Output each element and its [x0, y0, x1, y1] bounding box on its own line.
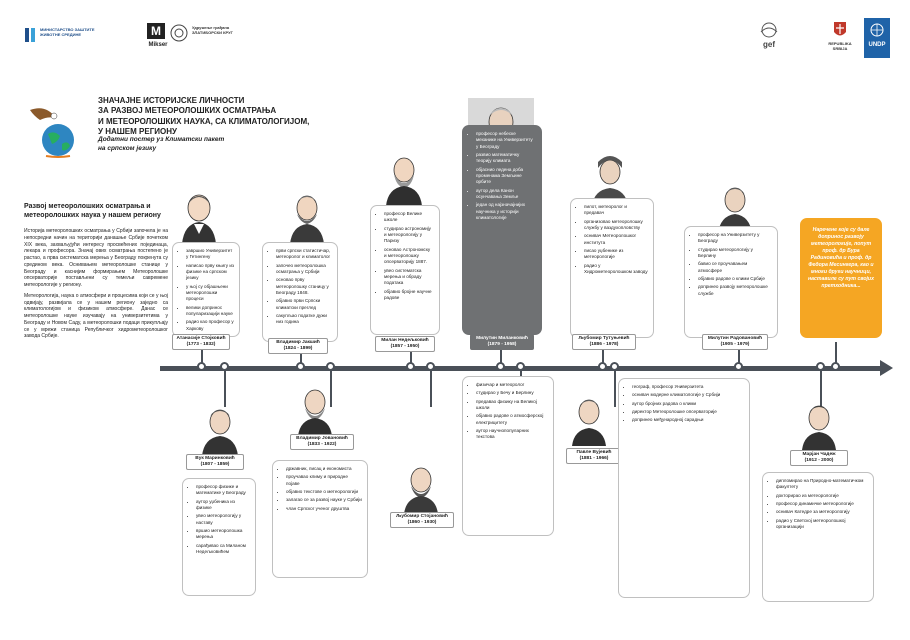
name-label-radovanovic	[702, 334, 768, 350]
ministry-logo-icon	[24, 26, 38, 44]
fact-item: • радио у Светској метеоролошкој организацији	[776, 518, 868, 531]
name-label-tutunjevic	[572, 334, 636, 350]
timeline-connector	[614, 371, 616, 407]
fact-item: • географ, професор Универзитета	[632, 384, 744, 390]
fact-item: • студирао астрономију и метеорологију у Паризу	[384, 226, 434, 245]
portrait-stojanovic	[398, 460, 444, 514]
scientist-years: (1881 - 1966)	[579, 456, 609, 462]
orange-note-text: Наречене које су дале допринос развоју метеорологије, попут проф. др Бура Радиновића и проф. др Федора Месингера, као и многи други научници, наставиле су пут својих претходника...	[808, 227, 874, 290]
fact-item: • допринео развоју метеоролошке службе	[698, 284, 772, 297]
undp-logo	[864, 18, 890, 58]
fact-item: • увео метеорологију у наставу	[196, 513, 250, 526]
timeline-dot	[610, 362, 619, 371]
timeline-connector	[224, 371, 226, 407]
scientist-name: Милан Недељковић	[381, 338, 429, 343]
fact-item: • основао Астрономску и метеоролошку опсерваторију 1887.	[384, 247, 434, 266]
scientist-name: Павле Вујевић	[576, 450, 612, 455]
scientist-years: (1912 - 2000)	[804, 458, 834, 464]
fact-item: • професор динамичке метеорологије	[776, 501, 868, 507]
scientist-name: Вук Маринковић	[195, 456, 235, 461]
serbian-coat-of-arms-icon	[832, 20, 848, 40]
info-card-tutunjevic	[570, 198, 654, 338]
fact-item: • члан Српског ученог друштва	[286, 506, 362, 512]
timeline-dot	[406, 362, 415, 371]
fact-item: • велики допринос популаризацији науке	[186, 305, 234, 318]
orange-note-card	[800, 218, 882, 338]
fact-item: • дипломирао на Природно-математичком факултету	[776, 478, 868, 491]
scientist-name: Љубомир Стојановић	[396, 514, 448, 519]
poster-title	[98, 96, 318, 138]
intro-heading: Развој метеоролошких осматрања и метеоролошких наука у нашем региону	[24, 203, 161, 220]
gef-logo-text: gef	[763, 40, 775, 49]
timeline-dot	[816, 362, 825, 371]
timeline-dot	[496, 362, 505, 371]
globe-mascot-illustration	[18, 100, 84, 160]
scientist-years: (1773 - 1832)	[186, 342, 216, 348]
info-card-jaksic	[262, 242, 338, 342]
info-card-marinkovic	[182, 478, 256, 596]
fact-item: • вршио метеоролошка мерења	[196, 528, 250, 541]
un-emblem-icon	[869, 22, 885, 38]
fact-item: • основао прву метеоролошку станицу у Београду 1848.	[276, 277, 332, 296]
fact-item: • пилот, метеоролог и предавач	[584, 204, 648, 217]
portrait-jaksic	[284, 188, 330, 244]
name-label-jovanovic	[290, 434, 354, 450]
scientist-name: Владимир Јакшић	[276, 340, 320, 345]
fact-item: • објавио радове о клими Србије	[698, 276, 772, 282]
scientist-years: (1857 - 1950)	[390, 344, 420, 350]
scientist-name: Милутин Радовановић	[707, 336, 763, 341]
fact-item: • развио математичку теорију климата	[476, 152, 536, 165]
info-card-vujevic	[618, 378, 750, 598]
timeline-dot	[220, 362, 229, 371]
scientist-years: (1807 - 1859)	[200, 462, 230, 468]
portrait-cadez	[796, 400, 842, 450]
fact-item: • аутор уџбеника из физике	[196, 499, 250, 512]
fact-item: • радио у Хидрометеоролошком заводу	[584, 263, 648, 276]
fact-item: • професор на Универзитету у Београду	[698, 232, 772, 245]
fact-item: • проучавао климу и природне појаве	[286, 474, 362, 487]
mikser-logo-text: Mikser	[148, 42, 168, 48]
timeline-dot	[326, 362, 335, 371]
name-label-nedeljkovic	[375, 336, 435, 352]
fact-item: • организовао метеоролошку службу у ваздухопловству	[584, 219, 648, 232]
title-line: У НАШЕМ РЕГИОНУ	[98, 127, 177, 137]
info-card-stojanovic	[462, 376, 554, 536]
timeline-dot	[598, 362, 607, 371]
timeline-arrow-icon	[880, 360, 893, 376]
timeline-dot	[516, 362, 525, 371]
scientist-name: Марјан Чадеж	[802, 452, 836, 457]
fact-item: • аутор научнопопуларних текстова	[476, 428, 548, 441]
fact-item: • започео метеоролошка осматрања у Србији	[276, 263, 332, 276]
fact-item: • аутор дела Канон осунчавања Земље	[476, 188, 536, 201]
scientist-years: (1905 - 1979)	[720, 342, 750, 348]
name-label-marinkovic	[186, 454, 244, 470]
subtitle-line: Додатни постер уз Климатски пакет	[98, 136, 225, 143]
fact-item: • у њој су објашњени метеоролошки процеси	[186, 284, 234, 303]
fact-item: • докторирао из метеорологије	[776, 493, 868, 499]
scientist-name: Љубомир Тутуњевић	[578, 336, 630, 341]
intro-section	[24, 202, 168, 344]
fact-item: • професор Велике школе	[384, 211, 434, 224]
intro-paragraph: Историја метеоролошких осматрања у Србији започела је на непосредни начин на територији данашње Србије почетком XIX века, захваљујући интересу просвећених појединаца, лекара и професора. Значај ових осматрања постепено је растао, а прва систематска мерења у Београду покренута су средином века. Оснивањем метеоролошке станице у Београду и каснијим формирањем Метеоролошке опсерваторије постављени су темељи савремене метеорологије у региону.	[24, 228, 168, 289]
scientist-years: (1886 - 1978)	[589, 342, 619, 348]
timeline-connector	[430, 371, 432, 407]
info-card-jovanovic	[272, 460, 368, 578]
timeline-dot	[831, 362, 840, 371]
fact-item: • државник, писац и економиста	[286, 466, 362, 472]
fact-item: • први српски статистичар, метеоролог и климатолог	[276, 248, 332, 261]
scientist-years: (1833 - 1922)	[307, 442, 337, 448]
gef-logo	[754, 20, 784, 50]
fact-item: • аутор бројних радова о клими	[632, 401, 744, 407]
fact-item: • професор небеске механике на Универзитету у Београду	[476, 131, 536, 150]
fact-item: • објавио први Српски климатски преглед	[276, 298, 332, 311]
info-card-milankovic	[462, 125, 542, 335]
name-label-vujevic	[566, 448, 622, 464]
fact-item: • залагао се за развој науке у Србији	[286, 497, 362, 503]
fact-item: • бавио се проучавањем атмосфере	[698, 261, 772, 274]
scientist-name: Владимир Јовановић	[296, 436, 348, 441]
svg-text:M: M	[151, 24, 161, 38]
undp-logo-text: UNDP	[868, 42, 886, 48]
info-card-cadez	[762, 472, 874, 602]
info-card-nedeljkovic	[370, 205, 440, 335]
gef-logo-icon	[758, 20, 780, 40]
name-label-jaksic	[268, 338, 328, 354]
fact-item: • писао уџбенике из метеорологије	[584, 248, 648, 261]
mikser-logo-icon	[146, 22, 166, 40]
fact-item: • објавио текстове о метеорологији	[286, 489, 362, 495]
intro-paragraph: Метеорологија, наука о атмосфери и процесима који се у њој одвијају, развијала се у нашем региону заједно са климатологијом и физиком атмосфере. Данас се метеоролошке науке изучавају на универзитетима у Београду и Новом Саду, а метеоролошки подаци прикупљају се у мрежи станица Републичког хидрометеоролошког завода Србије.	[24, 292, 168, 340]
timeline-dot	[197, 362, 206, 371]
zlatiborski-krug-logo	[170, 24, 260, 44]
fact-item: • студирао метеорологију у Берлину	[698, 247, 772, 260]
fact-item: • завршио Универзитет у Гетингену	[186, 248, 234, 261]
republic-serbia-logo-text: REPUBLIKA SRBIJA	[828, 41, 852, 51]
title-line: ЗА РАЗВОЈ МЕТЕОРОЛОШКИХ ОСМАТРАЊА	[98, 106, 277, 116]
scientist-years: (1824 - 1899)	[283, 346, 313, 352]
republic-serbia-logo	[822, 20, 858, 58]
timeline-dot	[426, 362, 435, 371]
fact-item: • написао прву књигу из физике на српском језику	[186, 263, 234, 282]
name-label-milankovic	[470, 334, 534, 350]
fact-item: • директор Метеоролошке опсерваторије	[632, 409, 744, 415]
fact-item: • један од најзначајнијих научника у историји климатологије	[476, 202, 536, 221]
fact-item: • објавио бројне научне радове	[384, 289, 434, 302]
fact-item: • оснивач модерне климатологије у Србији	[632, 392, 744, 398]
name-label-cadez	[790, 450, 848, 466]
fact-item: • сакупљао податке дужи низ година	[276, 313, 332, 326]
fact-item: • оснивач Катедре за метеорологију	[776, 509, 868, 515]
fact-item: • предавао физику на Великој школи	[476, 399, 548, 412]
scientist-years: (1860 - 1930)	[407, 520, 437, 526]
portrait-nedeljkovic	[380, 150, 428, 206]
poster-subtitle	[98, 136, 278, 154]
name-label-stojkovic	[172, 334, 230, 350]
scientist-name: Милутин Миланковић	[476, 336, 528, 341]
portrait-jovanovic	[292, 384, 338, 436]
portrait-stojkovic	[176, 188, 222, 244]
title-line: ЗНАЧАЈНЕ ИСТОРИЈСКЕ ЛИЧНОСТИ	[98, 96, 245, 105]
portrait-marinkovic	[198, 404, 242, 456]
fact-item: • физичар и метеоролог	[476, 382, 548, 388]
fact-item: • радио као професор у Харкову	[186, 319, 234, 332]
zlatiborski-krug-logo-text: Удружење грађана ЗЛАТИБОРСКИ КРУГ	[192, 25, 233, 35]
fact-item: • оснивач Метеоролошког института	[584, 233, 648, 246]
fact-item: • објаснио ледена доба променама Земљине орбите	[476, 167, 536, 186]
info-card-radovanovic	[684, 226, 778, 338]
fact-item: • објавио радове о атмосферској електрицитету	[476, 413, 548, 426]
fact-item: • увео систематска мерења и обраду података	[384, 268, 434, 287]
fact-item: • сарађивао са Миланом Недељковићем	[196, 543, 250, 556]
timeline-dot	[734, 362, 743, 371]
scientist-name: Атанасије Стојковић	[176, 336, 226, 341]
ministry-logo	[24, 26, 94, 46]
title-line: И МЕТЕОРОЛОШКИХ НАУКА, СА КЛИМАТОЛОГИЈОМ,	[98, 116, 310, 126]
fact-item: • професор физике и математике у Београду	[196, 484, 250, 497]
name-label-stojanovic	[390, 512, 454, 528]
timeline-dot	[296, 362, 305, 371]
scientist-years: (1879 - 1958)	[487, 342, 517, 348]
fact-item: • студирао у Бечу и Берлину	[476, 390, 548, 396]
ministry-logo-text: МИНИСТАРСТВО ЗАШТИТЕ ЖИВОТНЕ СРЕДИНЕ	[40, 27, 95, 37]
subtitle-line: на српском језику	[98, 144, 157, 152]
zlatiborski-krug-logo-icon	[170, 24, 188, 42]
fact-item: • допринео међународној сарадњи	[632, 417, 744, 423]
portrait-vujevic	[566, 392, 612, 446]
info-card-stojkovic	[172, 242, 240, 337]
